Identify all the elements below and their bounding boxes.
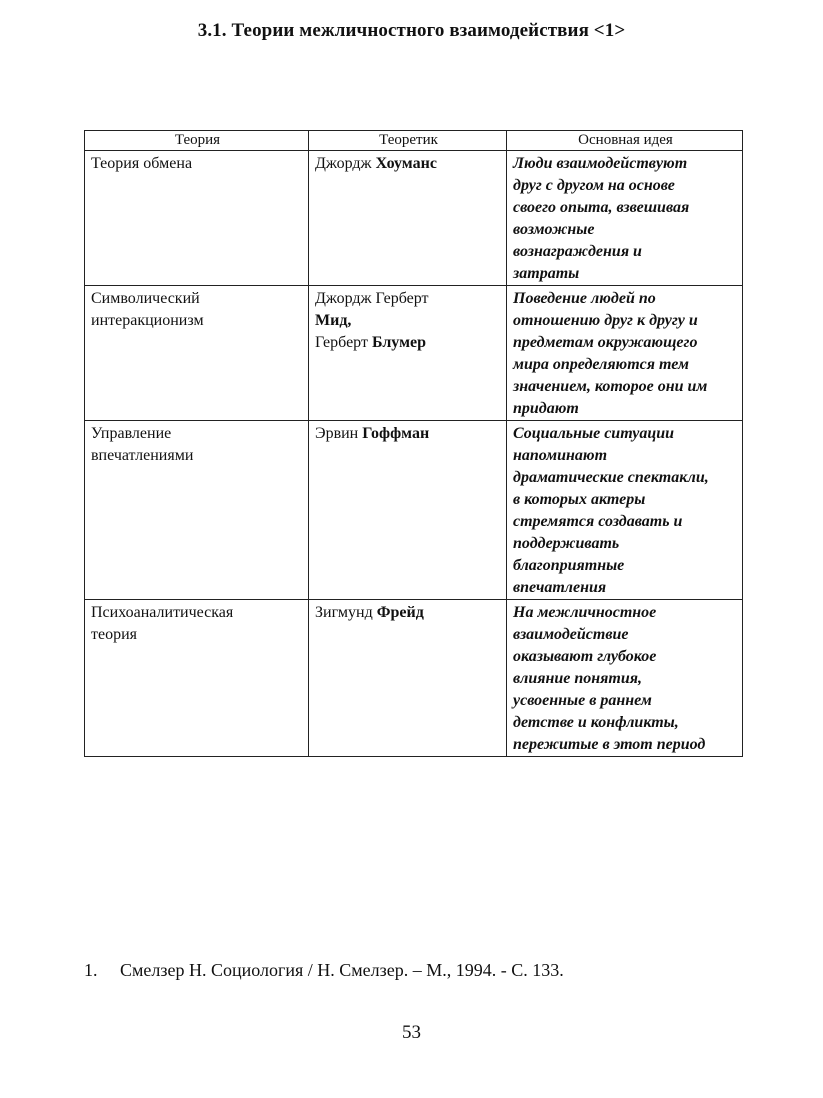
- main-idea-line: напоминают: [513, 447, 608, 464]
- theorist-line: [315, 332, 502, 354]
- theorist-name: Джордж: [315, 155, 376, 172]
- section-title: 3.1. Теории межличностного взаимодействия <1>: [197, 20, 626, 41]
- header-main-idea: Основная идея: [507, 131, 743, 151]
- theory-line: Символический: [91, 290, 200, 307]
- theorist-cell: [309, 286, 507, 421]
- theorist-surname: Блумер: [371, 334, 426, 351]
- main-idea-line: На межличностное: [513, 604, 657, 621]
- main-idea-line: стремятся создавать и: [513, 513, 683, 530]
- theory-cell: [85, 151, 309, 286]
- main-idea-line: в которых актеры: [513, 491, 646, 508]
- theorist-line: [315, 288, 502, 310]
- footnote: [84, 960, 564, 981]
- main-idea-line: значением, которое они им: [513, 378, 708, 395]
- table-row: [85, 600, 743, 757]
- theory-line: впечатлениями: [91, 447, 194, 464]
- main-idea-line: оказывают глубокое: [513, 648, 657, 665]
- theory-line: теория: [91, 626, 138, 643]
- main-idea-line: Социальные ситуации: [513, 425, 675, 442]
- footnote-number: 1.: [84, 960, 98, 980]
- theory-cell: [85, 421, 309, 600]
- theorist-cell: [309, 600, 507, 757]
- header-theory: Теория: [85, 131, 309, 151]
- footnote-text: Смелзер Н. Социология / Н. Смелзер. – М., 1994. - С. 133.: [120, 960, 564, 980]
- main-idea-line: Люди взаимодействуют: [513, 155, 688, 172]
- table-row: [85, 286, 743, 421]
- theorist-surname: Хоуманс: [375, 155, 437, 172]
- theorist-cell: [309, 421, 507, 600]
- main-idea-line: пережитые в этот период: [513, 736, 706, 753]
- header-theorist: Теоретик: [309, 131, 507, 151]
- main-idea-line: друг с другом на основе: [513, 177, 675, 194]
- main-idea-line: благоприятные: [513, 557, 625, 574]
- main-idea-line: мира определяются тем: [513, 356, 689, 373]
- main-idea-line: затраты: [513, 265, 580, 282]
- main-idea-line: детстве и конфликты,: [513, 714, 679, 731]
- main-idea-cell: [507, 421, 743, 600]
- theorist-name: Эрвин: [315, 425, 363, 442]
- theory-line: интеракционизм: [91, 312, 204, 329]
- main-idea-cell: [507, 600, 743, 757]
- main-idea-cell: [507, 286, 743, 421]
- table-row: [85, 151, 743, 286]
- theorist-cell: [309, 151, 507, 286]
- main-idea-line: вознаграждения и: [513, 243, 642, 260]
- main-idea-line: усвоенные в раннем: [513, 692, 652, 709]
- theory-line: Управление: [91, 425, 172, 442]
- theory-cell: [85, 600, 309, 757]
- main-idea-line: драматические спектакли,: [513, 469, 709, 486]
- theorist-line: [315, 310, 502, 332]
- main-idea-line: предметам окружающего: [513, 334, 698, 351]
- main-idea-line: придают: [513, 400, 579, 417]
- main-idea-line: возможные: [513, 221, 595, 238]
- main-idea-line: Поведение людей по: [513, 290, 656, 307]
- theories-table: [84, 130, 743, 757]
- theorist-name: Зигмунд: [315, 604, 377, 621]
- main-idea-line: влияние понятия,: [513, 670, 642, 687]
- main-idea-line: своего опыта, взвешивая: [513, 199, 690, 216]
- theory-cell: [85, 286, 309, 421]
- page-number: 53: [402, 1022, 421, 1043]
- theory-line: Психоаналитическая: [91, 604, 234, 621]
- table-header-row: [85, 131, 743, 151]
- theorist-surname: Фрейд: [376, 604, 424, 621]
- theory-line: Теория обмена: [91, 155, 193, 172]
- main-idea-line: впечатления: [513, 579, 607, 596]
- main-idea-cell: [507, 151, 743, 286]
- theorist-name: Джордж Герберт: [315, 290, 429, 307]
- main-idea-line: поддерживать: [513, 535, 620, 552]
- table-row: [85, 421, 743, 600]
- theorist-surname: Мид,: [315, 312, 352, 329]
- theorist-name: Герберт: [315, 334, 372, 351]
- main-idea-line: взаимодействие: [513, 626, 629, 643]
- main-idea-line: отношению друг к другу и: [513, 312, 698, 329]
- theorist-surname: Гоффман: [362, 425, 430, 442]
